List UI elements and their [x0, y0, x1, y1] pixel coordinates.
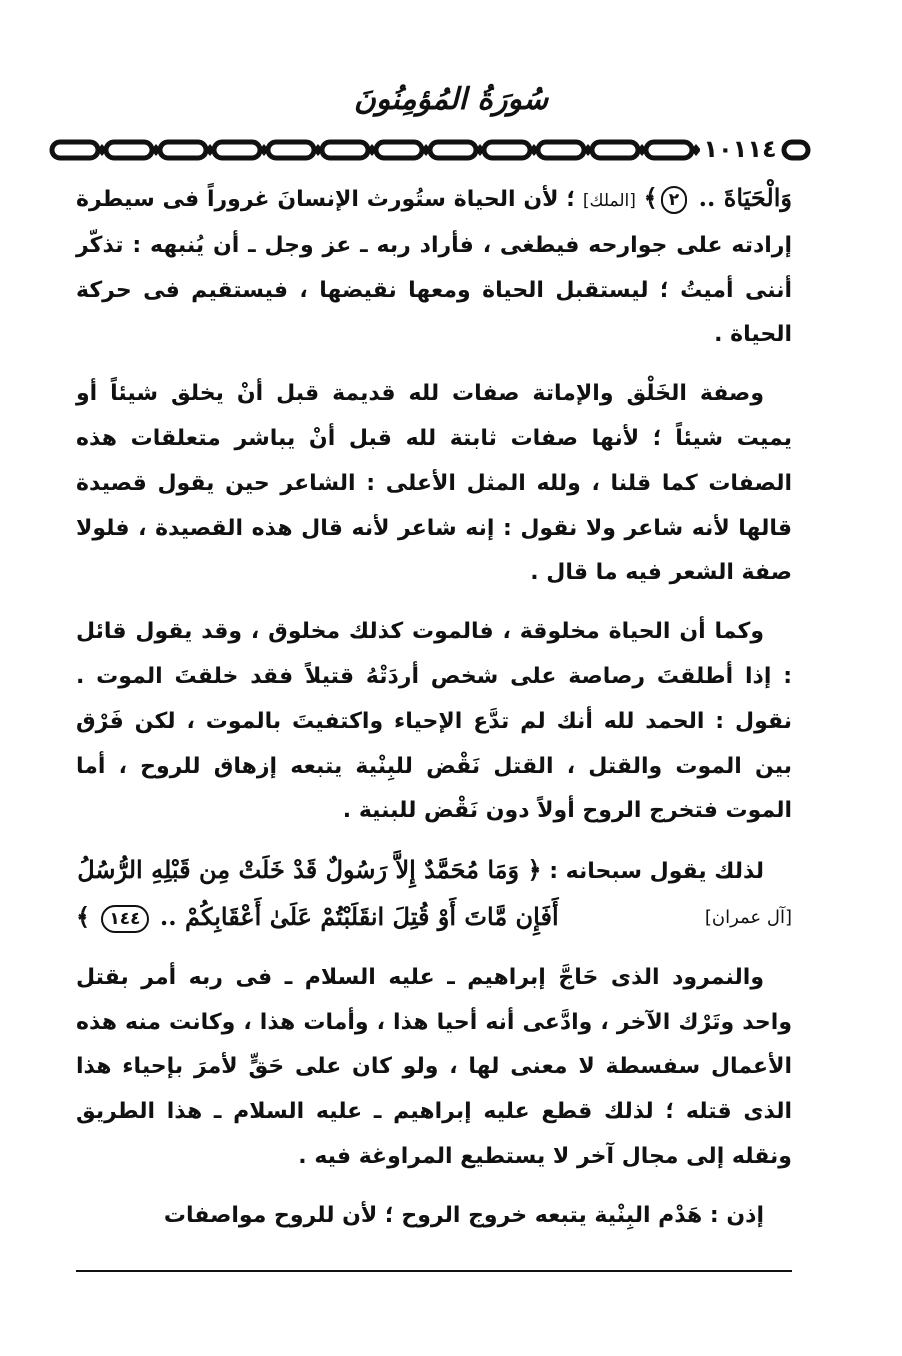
- verse-line-1: [76, 848, 792, 895]
- paragraph-6: إذن : هَدْم البِنْية يتبعه خروج الروح ؛ لأن للروح مواصفات: [163, 1202, 764, 1228]
- decorative-header-band: [48, 133, 812, 167]
- surah-reference: [الملك]: [582, 191, 636, 211]
- verse-fragment: وَالْحَيَاةَ ..: [690, 183, 792, 212]
- verse-intro: لذلك يقول سبحانه :: [541, 859, 764, 885]
- body-text: [76, 176, 792, 1253]
- verse-line-2-content: [76, 895, 559, 942]
- page-number: ١٠١١٤: [700, 134, 780, 164]
- verse-text-2: أَفَإِن مَّاتَ أَوْ قُتِلَ انقَلَبْتُمْ عَلَىٰ أَعْقَابِكُمْ ..: [151, 901, 559, 931]
- paragraph-3: وكما أن الحياة مخلوقة ، فالموت كذلك مخلوق ، وقد يقول قائل : إذا أطلقتَ رصاصة على شخص أردَتْهُ قتيلاً فقد خلقتَ الموت . نقول : الحمد لله أنك لم تدَّع الإحياء واكتفيتَ بالموت ، لكن فَرْق بين الموت والقتل ، القتل نَقْض للبِنْية يتبعه إزهاق للروح ، أما الموت فتخرج الروح أولاً دون نَقْض للبنية .: [76, 619, 792, 824]
- footer-rule: [76, 1270, 792, 1272]
- verse-text-1: ﴿ وَمَا مُحَمَّدٌ إِلاَّ رَسُولٌ قَدْ خَلَتْ مِن قَبْلِهِ الرُّسُلُ: [77, 855, 542, 885]
- verse-line-2: [76, 895, 792, 942]
- paragraph-4: [76, 848, 792, 942]
- paragraph-2: وصفة الخَلْق والإماتة صفات لله قديمة قبل أنْ يخلق شيئاً أو يميت شيئاً ؛ لأنها صفات ثابتة لله قبل أنْ يباشر متعلقات هذه الصفات كما قلنا ، ولله المثل الأعلى : الشاعر حين يقول قصيدة قالها لأنه شاعر ولا نقول : إنه شاعر لأنه قال هذه القصيدة ، فلولا صفة الشعر فيه ما قال .: [76, 381, 792, 586]
- verse-close-bracket: ﴾: [643, 183, 658, 212]
- surah-title: سُورَةُ المُؤمِنُونَ: [353, 82, 549, 117]
- surah-reference: [آل عمران]: [704, 906, 792, 928]
- ayah-number-badge: ٢: [661, 186, 687, 214]
- ayah-number-badge: ١٤٤: [101, 905, 148, 933]
- paragraph-5: والنمرود الذى حَاجَّ إبراهيم ـ عليه السلام ـ فى ربه أمر بقتل واحد وتَرْك الآخر ، وادَّعى أنه أحيا هذا ، وأمات هذا ، وكانت منه هذه الأعمال سفسطة لا معنى لها ، ولو كان على حَقٍّ لأمرَ بإحياء هذا الذى قتله ؛ لذلك قطع عليه إبراهيم ـ عليه السلام ـ هذا الطريق ونقله إلى مجال آخر لا يستطيع المراوغة فيه .: [76, 964, 792, 1169]
- paragraph-text: ؛ لأن الحياة ستُورث الإنسانَ غروراً فى سيطرة إرادته على جوارحه فيطغى ، فأراد ربه ـ عز وجل ـ أن يُنبهه : تذكّر أننى أميتُ ؛ ليستقبل الحياة ومعها نقيضها ، فيستقيم فى حركة الحياة .: [76, 187, 792, 348]
- chain-ornament-icon: [48, 133, 812, 167]
- paragraph-1: [76, 176, 792, 358]
- verse-close-bracket: ﴾: [76, 901, 99, 931]
